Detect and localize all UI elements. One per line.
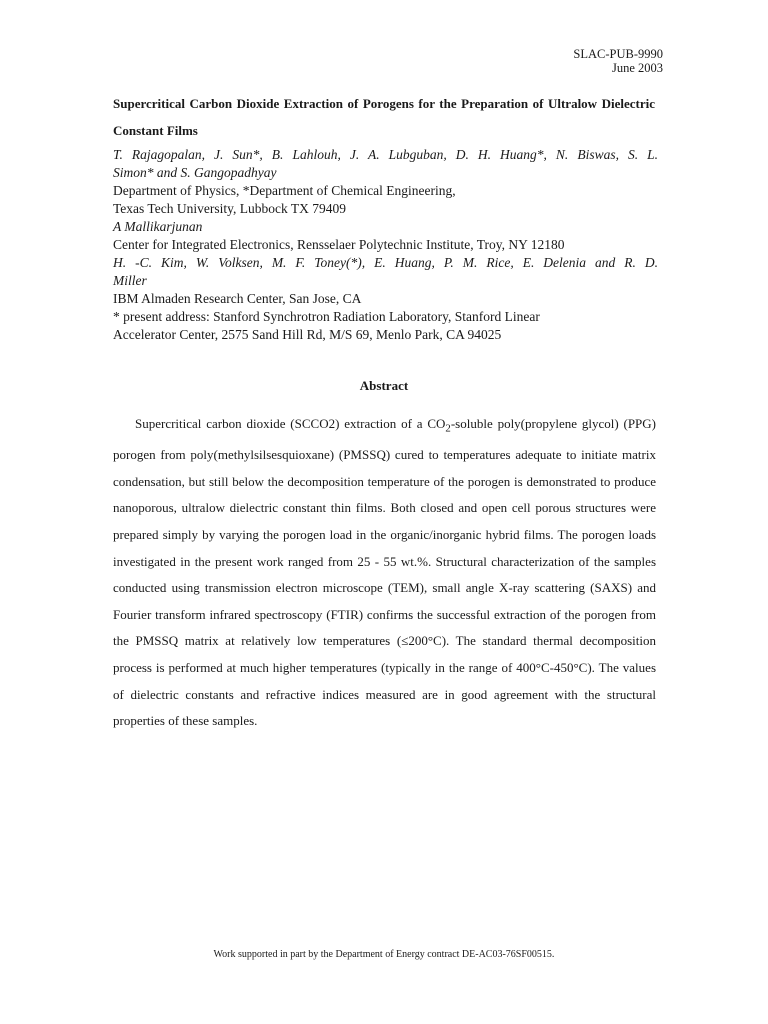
paper-title bbox=[113, 90, 655, 144]
report-date: June 2003 bbox=[611, 61, 663, 75]
funding-footnote: Work supported in part by the Department of Energy contract DE-AC03-76SF00515. bbox=[213, 949, 555, 960]
paper-title-line-1: Supercritical Carbon Dioxide Extraction of Porogens for the Preparation of bbox=[113, 96, 544, 111]
report-identifier bbox=[573, 47, 663, 75]
present-address-line-1: * present address: Stanford Synchrotron Radiation Laboratory, Stanford Linear bbox=[113, 309, 540, 324]
paper-title-line-2: Ultralow Dielectric Constant Films bbox=[113, 96, 655, 138]
affiliation-rensselaer: Center for Integrated Electronics, Rensselaer Polytechnic Institute, Troy, NY 12180 bbox=[113, 237, 565, 252]
present-address-line-2: Accelerator Center, 2575 Sand Hill Rd, M/S 69, Menlo Park, CA 94025 bbox=[113, 327, 502, 342]
authors-rensselaer: A Mallikarjunan bbox=[113, 219, 203, 234]
authors-texas-line-1: T. Rajagopalan, J. Sun*, B. Lahlouh, J. A. Lubguban, D. H. Huang*, N. Biswas, S. L. bbox=[113, 147, 658, 162]
report-number: SLAC-PUB-9990 bbox=[573, 47, 663, 61]
abstract-heading: Abstract bbox=[359, 378, 409, 393]
affiliation-texas-line-2: Texas Tech University, Lubbock TX 79409 bbox=[113, 201, 346, 216]
affiliation-texas-line-1: Department of Physics, *Department of Chemical Engineering, bbox=[113, 183, 456, 198]
abstract-text bbox=[113, 411, 656, 735]
authors-texas-line-2: Simon* and S. Gangopadhyay bbox=[113, 165, 277, 180]
authors-ibm-line-1: H. -C. Kim, W. Volksen, M. F. Toney(*), E. Huang, P. M. Rice, E. Delenia and R. D. bbox=[113, 255, 658, 270]
authors-ibm-line-2: Miller bbox=[113, 273, 147, 288]
author-block bbox=[113, 146, 658, 344]
affiliation-ibm: IBM Almaden Research Center, San Jose, CA bbox=[113, 291, 362, 306]
co2-subscript: 2 bbox=[445, 422, 451, 435]
abstract-text-part-1: Supercritical carbon dioxide (SCCO2) extraction of a CO bbox=[135, 416, 446, 431]
abstract-text-part-2: -soluble poly(propylene glycol) (PPG) porogen from poly(methylsilsesquioxane) (PMSSQ) cured to temperatures adequate to initiate matrix condensation, but still below the decomposition temperature of the porogen is demonstrated to produce nanoporous, ultralow dielectric constant thin films. Both closed and open cell porous structures were prepared simply by varying the porogen load in the organic/inorganic hybrid films. The porogen loads investigated in the present work ranged from 25 - 55 wt.%. Structural characterization of the samples conducted using transmission electron microscope (TEM), small angle X-ray scattering (SAXS) and Fourier transform infrared spectroscopy (FTIR) confirms the successful extraction of the porogen from the PMSSQ matrix at relatively low temperatures (≤200°C). The standard thermal decomposition process is performed at much higher temperatures (typically in the range of 400°C-450°C). The values of dielectric constants and refractive indices measured are in good agreement with the structural properties of these samples. bbox=[113, 416, 656, 729]
